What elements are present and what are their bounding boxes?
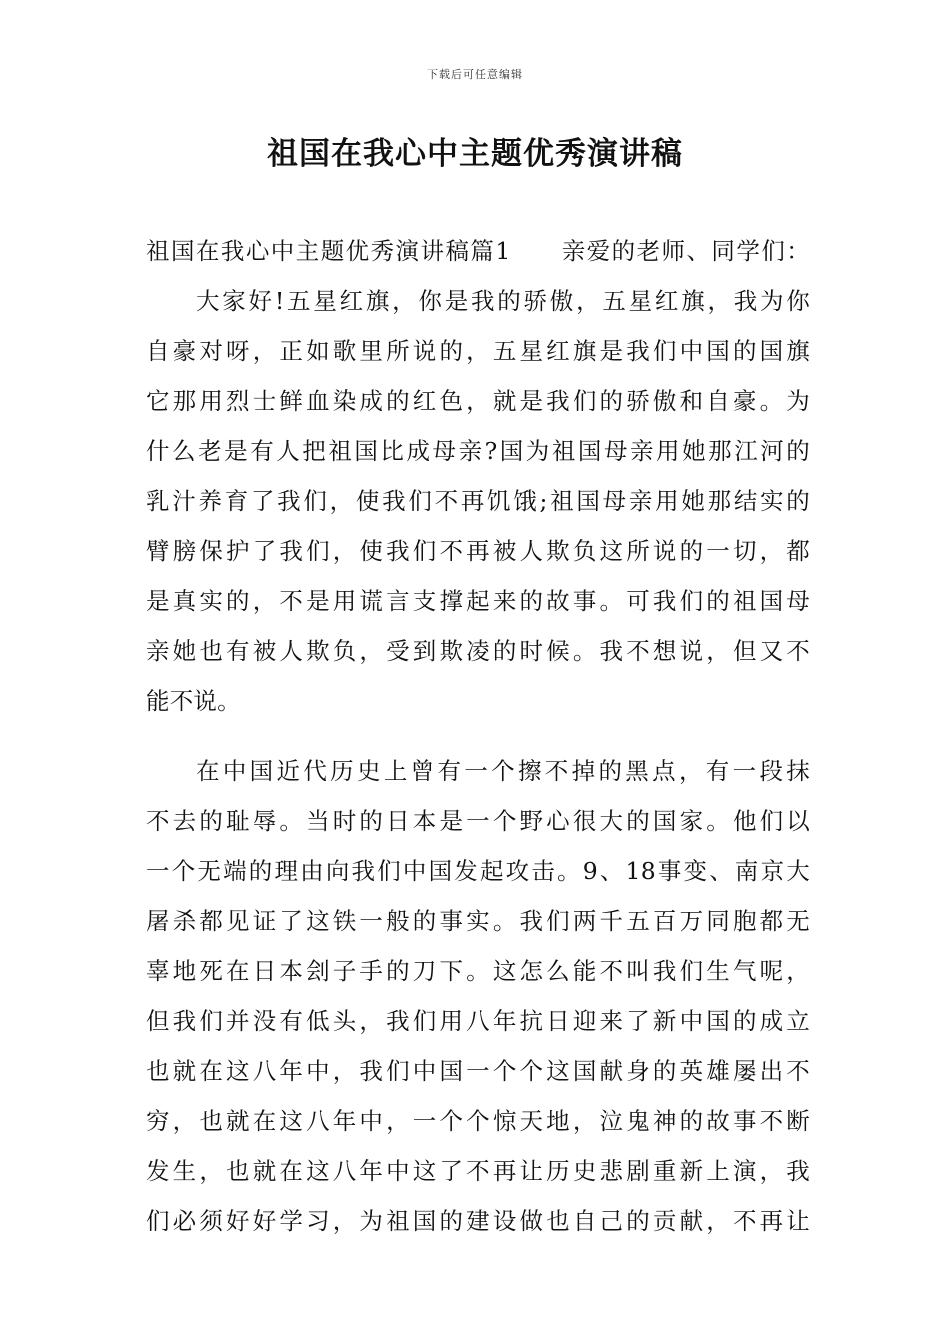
paragraph-2-line-2: 一个无端的理由向我们中国发起攻击。9、18事变、南京大 [146,857,810,885]
document-title: 祖国在我心中主题优秀演讲稿 [267,136,683,172]
document-body [146,226,810,1246]
paragraph-2-line-6: 也就在这八年中，我们中国一个个这国献身的英雄屡出不 [146,1057,810,1085]
paragraph-2-line-3: 屠杀都见证了这铁一般的事实。我们两千五百万同胞都无 [146,907,810,935]
paragraph-2-line-9: 们必须好好学习，为祖国的建设做也自己的贡献，不再让 [146,1207,810,1235]
paragraph-2-line-5: 但我们并没有低头，我们用八年抗日迎来了新中国的成立 [146,1007,810,1035]
paragraph-1-line-7: 亲她也有被人欺负，受到欺凌的时候。我不想说，但又不 [146,637,810,665]
paragraph-2-line-8: 发生，也就在这八年中这了不再让历史悲剧重新上演，我 [146,1157,810,1185]
paragraph-1-line-0: 大家好!五星红旗，你是我的骄傲，五星红旗，我为你 [196,287,810,315]
paragraph-2-line-0: 在中国近代历史上曾有一个擦不掉的黑点，有一段抹 [196,757,810,785]
paragraph-1-line-2: 它那用烈士鲜血染成的红色，就是我们的骄傲和自豪。为 [146,387,810,415]
paragraph-2-line-1: 不去的耻辱。当时的日本是一个野心很大的国家。他们以 [146,807,810,835]
paragraph-1-line-8: 能不说。 [146,687,241,715]
paragraph-spacer [146,726,810,746]
paragraph-1-line-5: 臂膀保护了我们，使我们不再被人欺负这所说的一切，都 [146,537,810,565]
header-note: 下载后可任意编辑 [427,68,523,81]
paragraph-1-line-1: 自豪对呀，正如歌里所说的，五星红旗是我们中国的国旗 [146,337,810,365]
paragraph-2-line-4: 辜地死在日本刽子手的刀下。这怎么能不叫我们生气呢， [146,957,810,985]
paragraph-1-line-3: 什么老是有人把祖国比成母亲?国为祖国母亲用她那江河的 [146,437,810,465]
paragraph-2-line-7: 穷，也就在这八年中，一个个惊天地，泣鬼神的故事不断 [146,1107,810,1135]
paragraph-1-line-4: 乳汁养育了我们，使我们不再饥饿;祖国母亲用她那结实的 [146,487,810,515]
paragraph-0-line-0: 祖国在我心中主题优秀演讲稿篇1 亲爱的老师、同学们： [146,237,810,265]
paragraph-1-line-6: 是真实的，不是用谎言支撑起来的故事。可我们的祖国母 [146,587,810,615]
